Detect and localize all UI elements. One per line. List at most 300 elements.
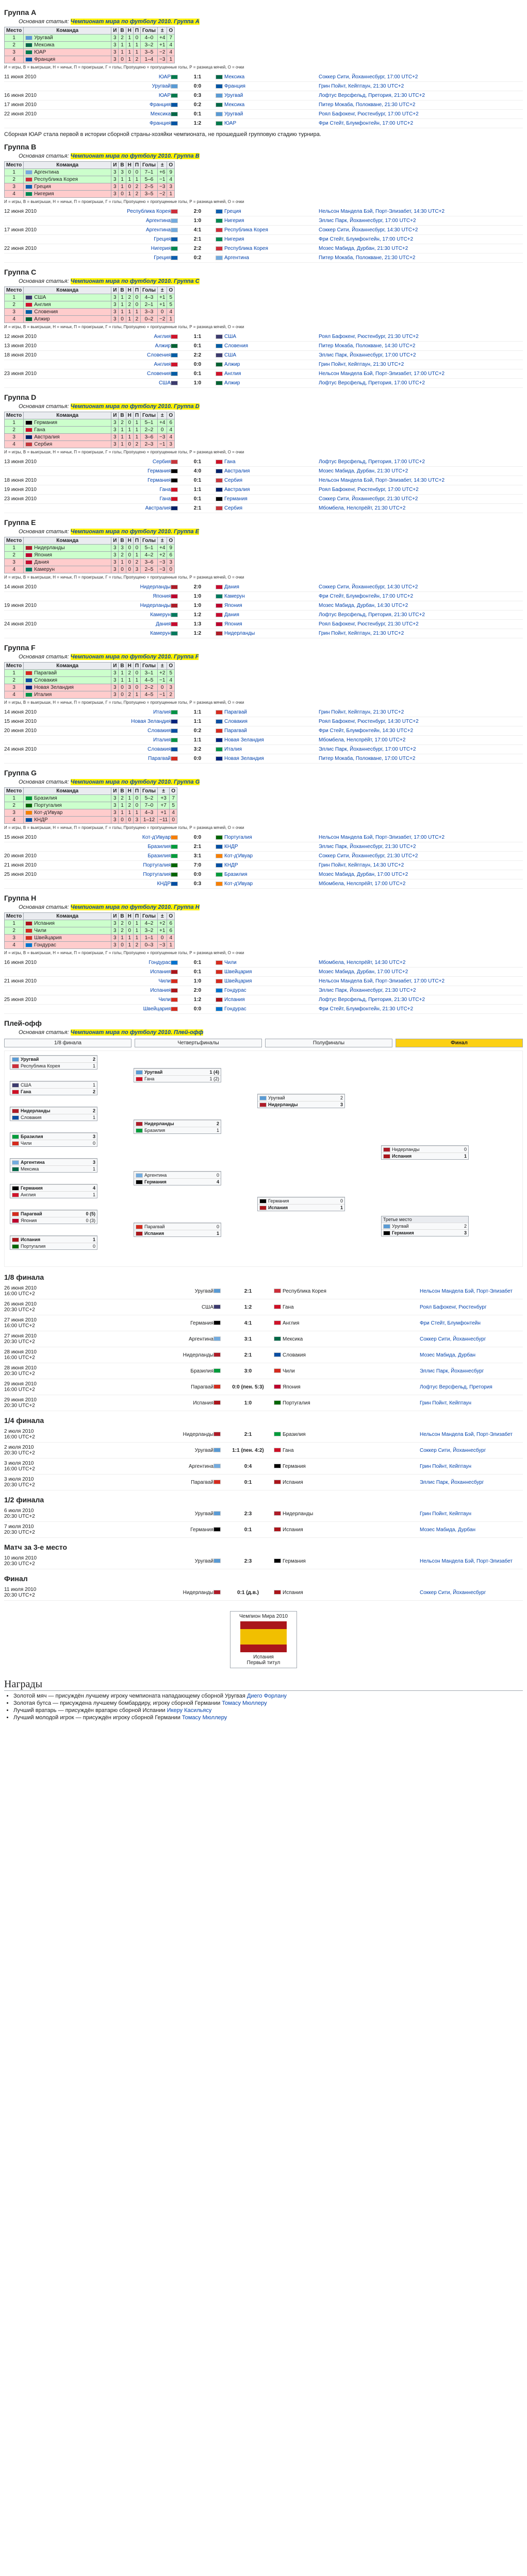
match-venue[interactable]: Роял Бафокенг, Рюстенбург, 21:30 UTC+2 — [319, 621, 419, 627]
home-team-link[interactable]: Словакия — [147, 728, 171, 734]
team-name[interactable]: Япония — [25, 552, 52, 558]
team-name[interactable]: Парагвай — [25, 670, 57, 676]
bracket-team-row[interactable] — [10, 1056, 97, 1062]
away-team-link[interactable]: США — [224, 334, 237, 340]
bracket-team-row[interactable] — [134, 1178, 221, 1185]
home-team-link[interactable]: Швейцария — [143, 1006, 171, 1012]
home-team-link[interactable]: Словения — [146, 371, 171, 377]
away-team — [274, 1558, 420, 1564]
away-team-link[interactable]: Япония — [283, 1384, 301, 1390]
home-team — [45, 227, 179, 233]
away-team-link[interactable]: Франция — [224, 83, 245, 89]
ko-time[interactable]: 16:00 UTC+2 — [4, 1434, 35, 1440]
home-team-link[interactable]: США — [158, 380, 171, 386]
team-name[interactable]: Дания — [25, 560, 49, 565]
team-name[interactable]: Испания — [25, 921, 55, 926]
bracket-team-row[interactable] — [10, 1210, 97, 1217]
match-venue[interactable]: Грин Пойнт, Кейптаун — [420, 1463, 472, 1469]
home-team-link[interactable]: ЮАР — [158, 93, 171, 98]
home-team-link[interactable]: Парагвай — [191, 1479, 213, 1485]
ko-time[interactable]: 16:00 UTC+2 — [4, 1323, 35, 1329]
match-venue[interactable]: Фри Стейт, Блумфонтейн, 17:00 UTC+2 — [319, 121, 414, 126]
away-team-link[interactable]: Греция — [224, 209, 241, 214]
match-venue[interactable]: Мозес Мабида, Дурбан, 21:30 UTC+2 — [319, 246, 408, 251]
home-team-link[interactable]: Австралия — [145, 505, 171, 511]
match-venue[interactable]: Эллис Парк, Йоханнесбург, 21:30 UTC+2 — [319, 844, 416, 850]
team-name[interactable]: Новая Зеландия — [25, 685, 74, 690]
away-team-link[interactable]: Сербия — [224, 505, 243, 511]
ko-time[interactable]: 20:30 UTC+2 — [4, 1339, 35, 1345]
bracket-team-row[interactable] — [134, 1127, 221, 1133]
home-team-link[interactable]: Камерун — [150, 631, 171, 636]
home-team-link[interactable]: Алжир — [155, 343, 171, 349]
ko-time[interactable]: 20:30 UTC+2 — [4, 1530, 35, 1535]
away-team-link[interactable]: Гана — [283, 1304, 294, 1310]
match-venue[interactable]: Мозес Мабида, Дурбан, 17:00 UTC+2 — [319, 872, 408, 877]
match-venue[interactable]: Эллис Парк, Йоханнесбург, 17:00 UTC+2 — [319, 218, 416, 224]
match-venue[interactable]: Грин Пойнт, Кейптаун, 21:30 UTC+2 — [319, 631, 404, 636]
away-team-link[interactable]: Бразилия — [224, 872, 248, 877]
ko-time[interactable]: 20:30 UTC+2 — [4, 1592, 35, 1598]
match-venue[interactable]: Нельсон Мандела Бэй, Порт-Элизабет — [420, 1288, 513, 1294]
away-team-link[interactable]: Германия — [224, 496, 248, 502]
away-team-link[interactable]: КНДР — [224, 844, 238, 850]
bracket-team-row[interactable] — [10, 1184, 97, 1191]
award-link[interactable]: Томасу Мюллеру — [182, 1715, 227, 1721]
bracket-team-row[interactable] — [10, 1107, 97, 1114]
away-team-link[interactable]: Аргентина — [224, 255, 249, 261]
match-venue[interactable]: Лофтус Версфельд, Претория, 21:30 UTC+2 — [319, 997, 425, 1003]
team-name[interactable]: Словения — [25, 309, 58, 315]
away-team-link[interactable]: Германия — [283, 1558, 306, 1564]
match-date: 23 июня 2010 — [4, 371, 37, 377]
bracket-score: 1 — [92, 1166, 95, 1172]
match-venue[interactable]: Грин Пойнт, Кейптаун, 21:30 UTC+2 — [319, 83, 404, 89]
match-venue[interactable]: Фри Стейт, Блумфонтейн, 21:30 UTC+2 — [319, 1006, 414, 1012]
match-venue[interactable]: Нельсон Мандела Бэй, Порт-Элизабет — [420, 1558, 513, 1564]
match-venue[interactable]: Нельсон Мандела Бэй, Порт-Элизабет, 17:00 UTC+2 — [319, 978, 445, 984]
ko-time[interactable]: 20:30 UTC+2 — [4, 1450, 35, 1456]
home-team-link[interactable]: Англия — [154, 334, 171, 340]
away-team-link[interactable]: Чили — [224, 960, 237, 965]
away-team-link[interactable]: Чили — [283, 1368, 295, 1374]
away-team-link[interactable]: Испания — [283, 1527, 303, 1533]
bracket-team-row[interactable] — [10, 1114, 97, 1121]
home-team-link[interactable]: Нидерланды — [183, 1589, 213, 1596]
match-venue[interactable]: Фри Стейт, Блумфонтейн, 17:00 UTC+2 — [319, 236, 414, 242]
match-venue[interactable]: Нельсон Мандела Бэй, Порт-Элизабет, 14:30 UTC+2 — [319, 478, 445, 483]
match-venue[interactable]: Лофтус Версфельд, Претория, 17:00 UTC+2 — [319, 459, 425, 465]
home-team-link[interactable]: Республика Корея — [127, 209, 171, 214]
match-venue[interactable]: Мбомбела, Нелспрёйт, 21:30 UTC+2 — [319, 505, 406, 511]
match-venue[interactable]: Роял Бафокенг, Рюстенбург — [420, 1304, 487, 1310]
away-team-link[interactable]: КНДР — [224, 862, 238, 868]
match-venue[interactable]: Лофтус Версфельд, Претория, 17:00 UTC+2 — [319, 380, 425, 386]
home-team-link[interactable]: Аргентина — [189, 1463, 213, 1469]
team-name[interactable]: Франция — [25, 57, 55, 62]
team-name[interactable]: Англия — [25, 302, 51, 308]
hatnote-link[interactable]: Чемпионат мира по футболу 2010. Группа H — [70, 904, 200, 910]
home-team-link[interactable]: Аргентина — [146, 218, 171, 224]
match-venue[interactable]: Эллис Парк, Йоханнесбург, 21:30 UTC+2 — [319, 988, 416, 993]
match-score: 1:1 (пен. 4:2) — [232, 1447, 264, 1453]
bracket-team-row[interactable] — [10, 1088, 97, 1095]
away-team-link[interactable]: Республика Корея — [283, 1288, 326, 1294]
bracket-team-row[interactable] — [258, 1101, 344, 1108]
match-venue[interactable]: Лофтус Версфельд, Претория — [420, 1384, 492, 1390]
match-venue[interactable]: Мозес Мабида, Дурбан, 21:30 UTC+2 — [319, 468, 408, 474]
match-venue[interactable]: Эллис Парк, Йоханнесбург, 17:00 UTC+2 — [319, 747, 416, 752]
bracket-team-row[interactable] — [134, 1069, 221, 1075]
home-team-link[interactable]: Италия — [153, 709, 171, 715]
match-venue[interactable]: Мбомбела, Нелспрёйт, 17:00 UTC+2 — [319, 881, 406, 887]
match-venue[interactable]: Лофтус Версфельд, Претория, 21:30 UTC+2 — [319, 93, 425, 98]
away-team-link[interactable]: Испания — [283, 1479, 303, 1485]
home-team-link[interactable]: Аргентина — [146, 227, 171, 233]
match-venue[interactable]: Лофтус Версфельд, Претория, 21:30 UTC+2 — [319, 612, 425, 618]
home-team-link[interactable]: Кот-д'Ивуар — [142, 835, 171, 840]
bracket-tab[interactable]: Финал — [396, 1039, 523, 1047]
home-team-link[interactable]: Нидерланды — [183, 1352, 213, 1358]
away-team-link[interactable]: Испания — [224, 997, 245, 1003]
away-team-link[interactable]: Англия — [283, 1320, 300, 1326]
bracket-team-row[interactable] — [10, 1081, 97, 1088]
hatnote-link[interactable]: Чемпионат мира по футболу 2010. Группа E — [70, 529, 200, 535]
bracket-team-row[interactable] — [382, 1223, 468, 1229]
match-venue[interactable]: Нельсон Мандела Бэй, Порт-Элизабет, 14:30 UTC+2 — [319, 209, 445, 214]
match-venue[interactable]: Грин Пойнт, Кейптаун, 14:30 UTC+2 — [319, 862, 404, 868]
bracket-team-row[interactable] — [134, 1230, 221, 1236]
home-team-link[interactable]: Чили — [158, 997, 171, 1003]
match-venue[interactable]: Роял Бафокенг, Рюстенбург, 17:00 UTC+2 — [319, 487, 419, 493]
home-team-link[interactable]: Германия — [190, 1320, 213, 1326]
bracket-tab[interactable]: 1/8 финала — [4, 1039, 131, 1047]
bracket-team-row[interactable] — [10, 1159, 97, 1165]
away-team-link[interactable]: Республика Корея — [224, 227, 268, 233]
match-venue[interactable]: Соккер Сити, Йоханнесбург, 21:30 UTC+2 — [319, 853, 418, 859]
team-name[interactable]: Словакия — [25, 677, 57, 683]
team-name[interactable]: ЮАР — [25, 49, 46, 55]
away-team-link[interactable]: Германия — [283, 1463, 306, 1469]
home-team-link[interactable]: Греция — [154, 255, 171, 261]
team-name[interactable]: Алжир — [25, 316, 50, 322]
home-team-link[interactable]: Сербия — [152, 459, 171, 465]
away-team-link[interactable]: Италия — [224, 747, 242, 752]
table-row — [5, 802, 177, 809]
home-team-link[interactable]: Парагвай — [148, 756, 171, 761]
match-venue[interactable]: Роял Бафокенг, Рюстенбург, 21:30 UTC+2 — [319, 334, 419, 340]
team-name[interactable]: Бразилия — [25, 795, 57, 801]
home-team-link[interactable]: Гондурас — [149, 960, 171, 965]
match-venue[interactable]: Питер Мокаба, Полокване, 21:30 UTC+2 — [319, 255, 416, 261]
match-venue[interactable]: Мозес Мабида, Дурбан, 14:30 UTC+2 — [319, 603, 408, 608]
away-team-link[interactable]: Португалия — [283, 1400, 310, 1406]
home-team-link[interactable]: Италия — [153, 737, 171, 743]
hatnote-link[interactable]: Чемпионат мира по футболу 2010. Группа B — [70, 153, 200, 159]
bracket-team-row[interactable] — [10, 1191, 97, 1198]
match-venue[interactable]: Грин Пойнт, Кейптаун — [420, 1400, 472, 1406]
champion-team[interactable]: Испания — [253, 1654, 274, 1660]
match-venue[interactable]: Мбомбела, Нелспрёйт, 17:00 UTC+2 — [319, 737, 406, 743]
match-venue[interactable]: Фри Стейт, Блумфонтейн, 17:00 UTC+2 — [319, 594, 414, 599]
away-team-link[interactable]: Нигерия — [224, 218, 244, 224]
ko-time[interactable]: 16:00 UTC+2 — [4, 1387, 35, 1393]
match-venue[interactable]: Мбомбела, Нелспрёйт, 14:30 UTC+2 — [319, 960, 406, 965]
away-team-link[interactable]: ЮАР — [224, 121, 237, 126]
home-team-link[interactable]: Гана — [159, 487, 171, 493]
match-venue[interactable]: Нельсон Мандела Бэй, Порт-Элизабет — [420, 1431, 513, 1437]
home-team-link[interactable]: Греция — [154, 236, 171, 242]
away-team-link[interactable]: Алжир — [224, 380, 240, 386]
ko-time[interactable]: 20:30 UTC+2 — [4, 1307, 35, 1313]
away-team-link[interactable]: Япония — [224, 603, 242, 608]
home-team-link[interactable]: Бразилия — [147, 844, 171, 850]
match-venue[interactable]: Грин Пойнт, Кейптаун, 21:30 UTC+2 — [319, 362, 404, 367]
team-name[interactable]: Камерун — [25, 567, 55, 572]
match-date: 16 июня 2010 — [4, 960, 37, 965]
team-name[interactable]: Германия — [25, 420, 57, 426]
home-team-link[interactable]: ЮАР — [158, 74, 171, 80]
hatnote-link[interactable]: Чемпионат мира по футболу 2010. Группа C — [70, 278, 200, 284]
match-venue[interactable]: Эллис Парк, Йоханнесбург — [420, 1368, 484, 1374]
match-venue[interactable]: Роял Бафокенг, Рюстенбург, 17:00 UTC+2 — [319, 111, 419, 117]
match-date: 24 июня 2010 — [4, 621, 37, 627]
away-team-link[interactable]: Гондурас — [224, 988, 246, 993]
team-name[interactable]: Гана — [25, 427, 45, 433]
team-name[interactable]: Греция — [25, 184, 51, 190]
award-link[interactable]: Диего Форлану — [246, 1693, 287, 1699]
away-team-link[interactable]: Гондурас — [224, 1006, 246, 1012]
away-team-link[interactable]: Кот-д'Ивуар — [224, 881, 253, 887]
away-team-link[interactable]: Сербия — [224, 478, 243, 483]
away-team-link[interactable]: Словакия — [283, 1352, 306, 1358]
home-team-link[interactable]: Гана — [159, 496, 171, 502]
team-name[interactable]: Швейцария — [25, 935, 61, 941]
match-venue[interactable]: Эллис Парк, Йоханнесбург — [420, 1479, 484, 1485]
away-team-link[interactable]: Австралия — [224, 468, 250, 474]
home-team-link[interactable]: Нидерланды — [183, 1431, 213, 1437]
home-team-link[interactable]: Уругвай — [194, 1447, 213, 1453]
home-team-link[interactable]: Германия — [190, 1527, 213, 1533]
away-team-link[interactable]: Гана — [283, 1447, 294, 1453]
hatnote-link[interactable]: Чемпионат мира по футболу 2010. Плей-офф — [70, 1029, 204, 1036]
home-team-link[interactable]: Испания — [193, 1400, 213, 1406]
home-team-link[interactable]: Нидерланды — [140, 603, 171, 608]
bracket-team-row[interactable] — [382, 1153, 468, 1159]
bracket-team-row[interactable] — [258, 1094, 344, 1101]
hatnote-link[interactable]: Чемпионат мира по футболу 2010. Группа F — [70, 654, 199, 660]
match-venue[interactable]: Грин Пойнт, Кейптаун, 21:30 UTC+2 — [319, 709, 404, 715]
team-name[interactable]: КНДР — [25, 817, 48, 823]
team-name[interactable]: Гондурас — [25, 942, 56, 948]
away-team-link[interactable]: Новая Зеландия — [224, 737, 264, 743]
away-team-link[interactable]: Новая Зеландия — [224, 756, 264, 761]
match-venue[interactable]: Питер Мокаба, Полокване, 14:30 UTC+2 — [319, 343, 416, 349]
match-venue[interactable]: Нельсон Мандела Бэй, Порт-Элизабет, 17:00 UTC+2 — [319, 371, 445, 377]
home-team-link[interactable]: Португалия — [143, 862, 171, 868]
match-venue[interactable]: Фри Стейт, Блумфонтейн — [420, 1320, 481, 1326]
hatnote-link[interactable]: Чемпионат мира по футболу 2010. Группа A — [70, 19, 200, 25]
bracket-tab[interactable]: Полуфиналы — [265, 1039, 392, 1047]
away-team-link[interactable]: Дания — [224, 612, 239, 618]
ko-time[interactable]: 20:30 UTC+2 — [4, 1514, 35, 1519]
bracket-team-row[interactable] — [382, 1146, 468, 1153]
home-team-link[interactable]: Парагвай — [191, 1384, 213, 1390]
match-venue[interactable]: Соккер Сити, Йоханнесбург — [420, 1589, 486, 1596]
away-team-link[interactable]: Мексика — [283, 1336, 303, 1342]
away-team-link[interactable]: Швейцария — [224, 978, 252, 984]
match-venue[interactable]: Соккер Сити, Йоханнесбург, 21:30 UTC+2 — [319, 496, 418, 502]
away-team-link[interactable]: Австралия — [224, 487, 250, 493]
away-team-link[interactable]: Нидерланды — [224, 631, 255, 636]
match-venue[interactable]: Соккер Сити, Йоханнесбург, 17:00 UTC+2 — [319, 74, 418, 80]
home-team-link[interactable]: Словения — [146, 352, 171, 358]
team-name[interactable]: США — [25, 295, 46, 300]
away-team-link[interactable]: Дания — [224, 584, 239, 590]
match-venue[interactable]: Мозес Мабида, Дурбан — [420, 1352, 475, 1358]
bracket-team-row[interactable] — [134, 1075, 221, 1082]
away-team-link[interactable]: Словакия — [224, 719, 248, 724]
match-venue[interactable]: Фри Стейт, Блумфонтейн, 14:30 UTC+2 — [319, 728, 414, 734]
team-name[interactable]: Мексика — [25, 42, 54, 48]
match-venue[interactable]: Грин Пойнт, Кейптаун — [420, 1511, 472, 1517]
home-team-link[interactable]: Уругвай — [194, 1558, 213, 1564]
match-date: 17 июня 2010 — [4, 227, 37, 233]
away-team-link[interactable]: Испания — [283, 1589, 303, 1596]
match-venue[interactable]: Мозес Мабида, Дурбан — [420, 1527, 475, 1533]
match-venue[interactable]: Эллис Парк, Йоханнесбург, 17:00 UTC+2 — [319, 352, 416, 358]
away-team-link[interactable]: Камерун — [224, 594, 245, 599]
home-team-link[interactable]: Чили — [158, 978, 171, 984]
home-team-link[interactable]: Испания — [150, 988, 171, 993]
match-venue[interactable]: Соккер Сити, Йоханнесбург, 14:30 UTC+2 — [319, 584, 418, 590]
award-link[interactable]: Томасу Мюллеру — [222, 1700, 267, 1706]
ko-time[interactable]: 16:00 UTC+2 — [4, 1291, 35, 1297]
team-name[interactable]: Нидерланды — [25, 545, 64, 551]
bracket-team-row[interactable] — [10, 1165, 97, 1172]
home-team-link[interactable]: Аргентина — [189, 1336, 213, 1342]
match-venue[interactable]: Нельсон Мандела Бэй, Порт-Элизабет, 17:00 UTC+2 — [319, 835, 445, 840]
match-venue[interactable]: Соккер Сити, Йоханнесбург — [420, 1447, 486, 1453]
home-team-link[interactable]: Нидерланды — [140, 584, 171, 590]
stat-cell: 0–2 — [141, 316, 158, 323]
bracket-team-row[interactable] — [258, 1204, 344, 1211]
away-team-link[interactable]: Португалия — [224, 835, 252, 840]
bracket-team-row[interactable] — [258, 1197, 344, 1204]
bracket-team-row[interactable] — [10, 1062, 97, 1069]
away-team-link[interactable]: Парагвай — [224, 728, 247, 734]
ko-time[interactable]: 20:30 UTC+2 — [4, 1403, 35, 1409]
home-team-link[interactable]: Уругвай — [194, 1511, 213, 1517]
match-venue[interactable]: Соккер Сити, Йоханнесбург — [420, 1336, 486, 1342]
home-team-link[interactable]: Новая Зеландия — [131, 719, 171, 724]
ko-time[interactable]: 20:30 UTC+2 — [4, 1482, 35, 1488]
match-venue[interactable]: Соккер Сити, Йоханнесбург, 14:30 UTC+2 — [319, 227, 418, 233]
away-team-link[interactable]: Мексика — [224, 74, 245, 80]
home-team-link[interactable]: Португалия — [143, 872, 171, 877]
ko-time[interactable]: 16:00 UTC+2 — [4, 1355, 35, 1361]
home-team-link[interactable]: США — [201, 1304, 213, 1310]
team-name[interactable]: Австралия — [25, 434, 59, 440]
match-venue[interactable]: Роял Бафокенг, Рюстенбург, 14:30 UTC+2 — [319, 719, 419, 724]
home-team-link[interactable]: Камерун — [150, 612, 171, 618]
home-team-link[interactable]: Словакия — [147, 747, 171, 752]
match-venue[interactable]: Питер Мокаба, Полокване, 17:00 UTC+2 — [319, 756, 416, 761]
home-team-link[interactable]: Япония — [153, 594, 171, 599]
away-team-link[interactable]: США — [224, 352, 237, 358]
home-team-link[interactable]: Мексика — [150, 111, 171, 117]
team-name[interactable]: Республика Корея — [25, 177, 78, 182]
award-link[interactable]: Икеру Касильясу — [167, 1707, 212, 1714]
bracket-team-row[interactable] — [382, 1229, 468, 1236]
team-name[interactable]: Кот-д'Ивуар — [25, 810, 62, 816]
home-team-link[interactable]: Уругвай — [194, 1288, 213, 1294]
bracket-team-row[interactable] — [10, 1236, 97, 1243]
away-team-link[interactable]: Республика Корея — [224, 246, 268, 251]
home-team-link[interactable]: Германия — [147, 478, 171, 483]
away-team-link[interactable]: Уругвай — [224, 111, 243, 117]
bracket-team-row[interactable] — [134, 1120, 221, 1127]
team-name[interactable]: Португалия — [25, 803, 62, 808]
match-venue[interactable]: Мозес Мабида, Дурбан, 17:00 UTC+2 — [319, 969, 408, 975]
team-name[interactable]: Уругвай — [25, 35, 53, 41]
home-team-link[interactable]: Нигерия — [151, 246, 171, 251]
away-team-link[interactable]: Нидерланды — [283, 1511, 314, 1517]
hatnote-link[interactable]: Чемпионат мира по футболу 2010. Группа G — [70, 779, 200, 785]
home-team-link[interactable]: КНДР — [157, 881, 171, 887]
ko-time[interactable]: 20:30 UTC+2 — [4, 1371, 35, 1377]
bracket-team-row[interactable] — [134, 1172, 221, 1178]
away-team-link[interactable]: Алжир — [224, 362, 240, 367]
home-team-link[interactable]: Германия — [147, 468, 171, 474]
team-name[interactable]: Чили — [25, 928, 46, 934]
home-team-link[interactable]: Франция — [150, 102, 171, 108]
away-team-link[interactable]: Англия — [224, 371, 241, 377]
away-team-link[interactable]: Словения — [224, 343, 249, 349]
away-team-link[interactable]: Мексика — [224, 102, 245, 108]
bracket-team-row[interactable] — [10, 1217, 97, 1224]
bracket-team-row[interactable] — [10, 1133, 97, 1140]
bracket-tab[interactable]: Четвертьфиналы — [135, 1039, 262, 1047]
home-team-link[interactable]: Бразилия — [190, 1368, 213, 1374]
home-team-link[interactable]: Дания — [156, 621, 171, 627]
away-team-link[interactable]: Бразилия — [283, 1431, 306, 1437]
team-name[interactable]: Аргентина — [25, 170, 59, 175]
bracket-team-row[interactable] — [134, 1223, 221, 1230]
away-team-link[interactable]: Уругвай — [224, 93, 243, 98]
home-team-link[interactable]: Бразилия — [147, 853, 171, 859]
team-name[interactable]: Италия — [25, 692, 52, 698]
home-team-link[interactable]: Испания — [150, 969, 171, 975]
team-name[interactable]: Сербия — [25, 442, 52, 447]
away-team-link[interactable]: Швейцария — [224, 969, 252, 975]
away-team-link[interactable]: Кот-д'Ивуар — [224, 853, 253, 859]
away-team-link[interactable]: Парагвай — [224, 709, 247, 715]
ko-time[interactable]: 20:30 UTC+2 — [4, 1561, 35, 1567]
home-team-link[interactable]: Уругвай — [152, 83, 171, 89]
team-name[interactable]: Нигерия — [25, 191, 54, 197]
away-team-link[interactable]: Нигерия — [224, 236, 244, 242]
away-team-link[interactable]: Япония — [224, 621, 242, 627]
hatnote-link[interactable]: Чемпионат мира по футболу 2010. Группа D — [70, 403, 200, 410]
home-team-link[interactable]: Англия — [154, 362, 171, 367]
home-team-link[interactable]: Франция — [150, 121, 171, 126]
bracket-team-row[interactable] — [10, 1140, 97, 1146]
ko-time[interactable]: 16:00 UTC+2 — [4, 1466, 35, 1472]
bracket-team-row[interactable] — [10, 1243, 97, 1249]
away-team-link[interactable]: Гана — [224, 459, 236, 465]
match-venue[interactable]: Питер Мокаба, Полокване, 21:30 UTC+2 — [319, 102, 416, 108]
